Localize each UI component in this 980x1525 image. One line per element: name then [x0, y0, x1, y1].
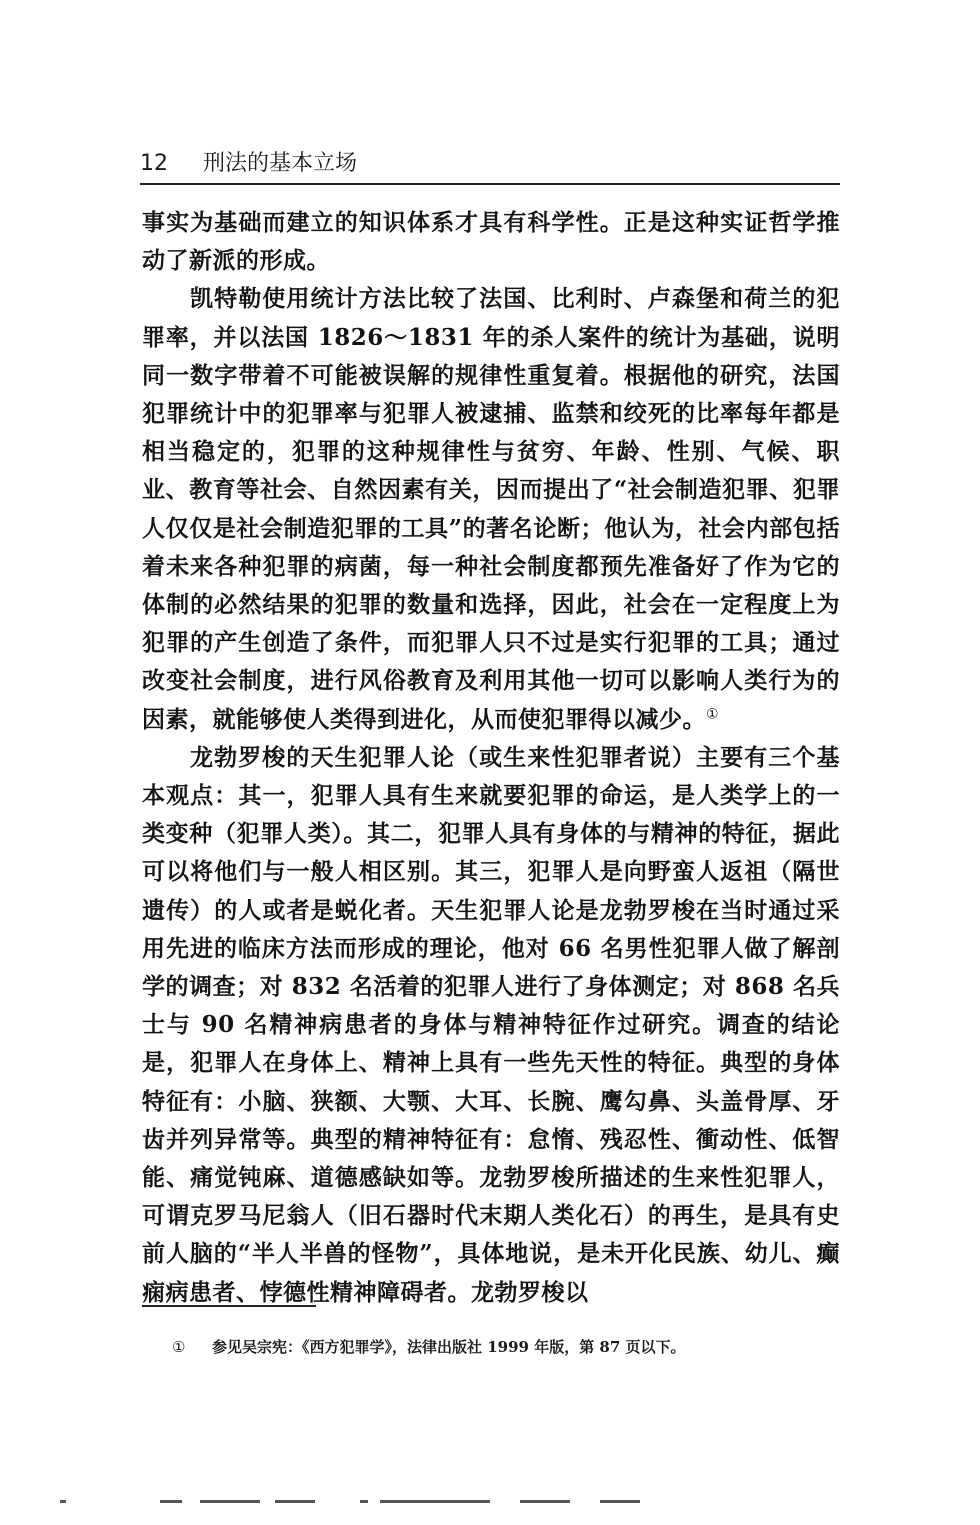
paragraph-3: 龙勃罗梭的天生犯罪人论（或生来性犯罪者说）主要有三个基本观点：其一，犯罪人具有生来就要犯罪的命运，是人类学上的一类变种（犯罪人类）。其二，犯罪人具有身体的与精神的特征，据此可以将他们与一般人相区别。其三，犯罪人是向野蛮人返祖（隔世遗传）的人或者是蜕化者。天生犯罪人论是龙勃罗梭在当时通过采用先进的临床方法而形成的理论，他对 66 名男性犯罪人做了解剖学的调查；对 832 名活着的犯罪人进行了身体测定；对 868 名兵士与 90 名精神病患者的身体与精神特征作过研究。调查的结论是，犯罪人在身体上、精神上具有一些先天性的特征。典型的身体特征有：小脑、狭额、大颚、大耳、长腕、鹰勾鼻、头盖骨厚、牙齿并列异常等。典型的精神特征有：怠惰、残忍性、衝动性、低智能、痛觉钝麻、道德感缺如等。龙勃罗梭所描述的生来性犯罪人，可谓克罗马尼翁人（旧石器时代末期人类化石）的再生，是具有史前人脑的“半人半兽的怪物”，具体地说，是未开化民族、幼儿、癫痫病患者、悖德性精神障碍者。龙勃罗梭以 — [142, 743, 840, 1306]
chapter-title: 刑法的基本立场 — [203, 151, 358, 176]
paragraph-2-text: 凯特勒使用统计方法比较了法国、比利时、卢森堡和荷兰的犯罪率，并以法国 1826～1831 年的杀人案件的统计为基础，说明同一数字带着不可能被误解的规律性重复着。根据他的研究，法国犯罪统计中的犯罪率与犯罪人被逮捕、监禁和绞死的比率每年都是相当稳定的，犯罪的这种规律性与贫穷、年龄、性别、气候、职业、教育等社会、自然因素有关，因而提出了“社会制造犯罪、犯罪人仅仅是社会制造犯罪的工具”的著名论断；他认为，社会内部包括着未来各种犯罪的病菌，每一种社会制度都预先准备好了作为它的体制的必然结果的犯罪的数量和选择，因此，社会在一定程度上为犯罪的产生创造了条件，而犯罪人只不过是实行犯罪的工具；通过改变社会制度，进行风俗教育及利用其他一切可以影响人类行为的因素，就能够使人类得到进化，从而使犯罪得以减少。 — [142, 285, 840, 733]
body-text — [142, 204, 840, 1312]
paragraph-2 — [142, 280, 840, 738]
footnote-reference[interactable]: ① — [706, 705, 720, 722]
footnote-mark: ① — [172, 1338, 186, 1356]
paragraph-1: 事实为基础而建立的知识体系才具有科学性。正是这种实证哲学推动了新派的形成。 — [142, 209, 840, 275]
header-rule — [140, 183, 840, 185]
footnote-text: 参见吴宗宪：《西方犯罪学》，法律出版社 1999 年版，第 87 页以下。 — [212, 1338, 686, 1356]
running-header — [140, 148, 840, 180]
scan-artifact — [60, 1500, 640, 1506]
page-number: 12 — [140, 151, 168, 176]
footnote — [172, 1336, 840, 1358]
footnote-rule — [142, 1305, 316, 1307]
